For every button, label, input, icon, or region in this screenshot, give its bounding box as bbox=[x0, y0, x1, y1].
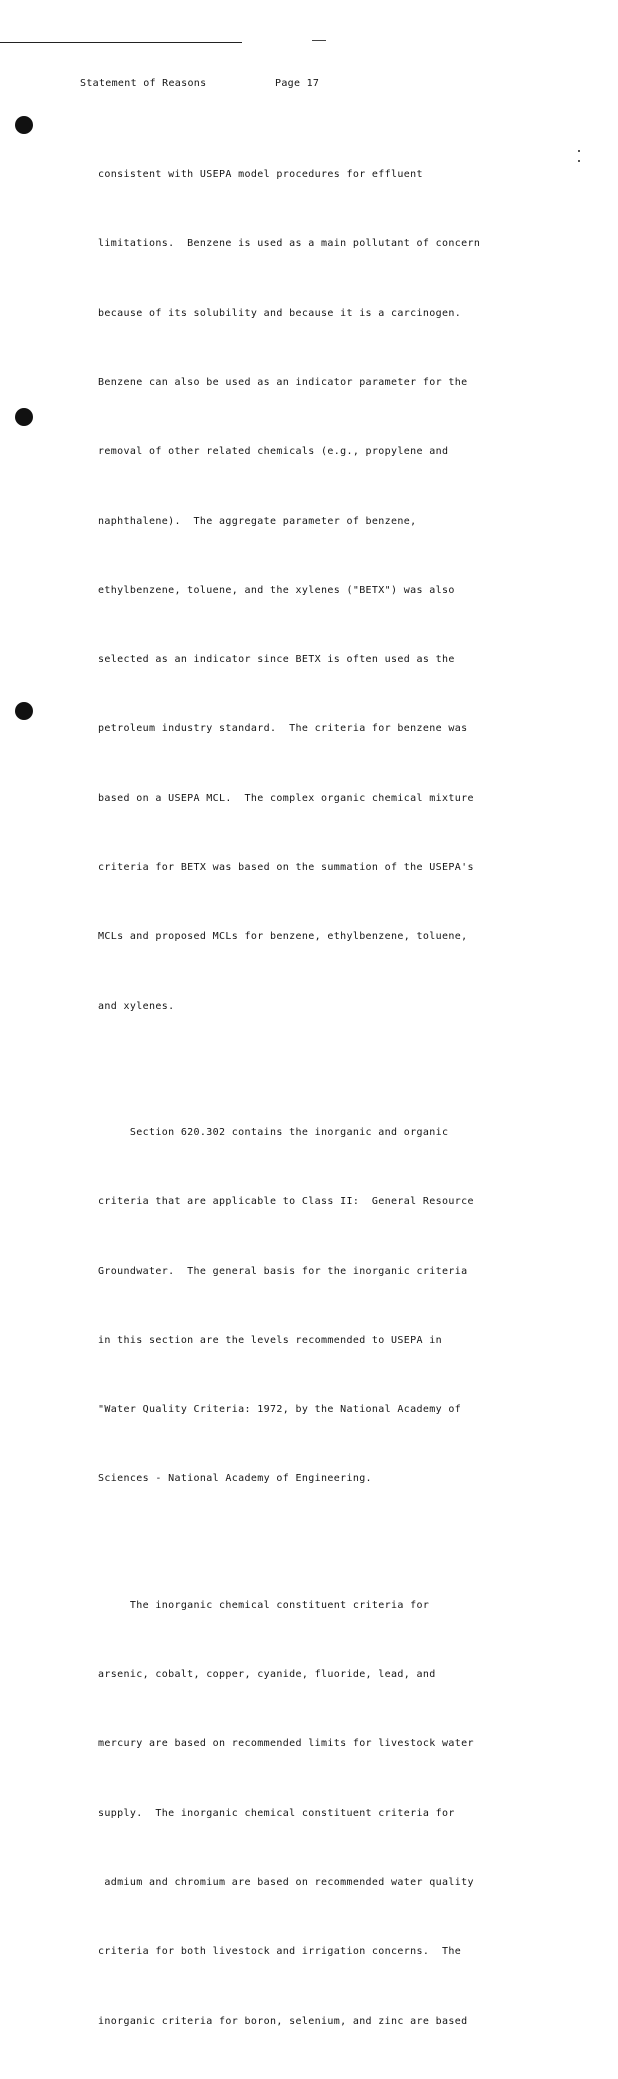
punch-hole-top bbox=[15, 116, 33, 134]
paragraph-2 bbox=[98, 1075, 510, 1537]
text-line: naphthalene). The aggregate parameter of benzene, bbox=[98, 515, 417, 527]
text-line: Groundwater. The general basis for the inorganic criteria bbox=[98, 1265, 468, 1277]
text-line: limitations. Benzene is used as a main pollutant of concern bbox=[98, 238, 481, 250]
body-text bbox=[98, 117, 510, 2079]
text-line: "Water Quality Criteria: 1972, by the National Academy of bbox=[98, 1404, 462, 1416]
text-line: criteria for both livestock and irrigation concerns. The bbox=[98, 1946, 462, 1958]
text-line: Benzene can also be used as an indicator parameter for the bbox=[98, 377, 468, 389]
text-line: in this section are the levels recommended to USEPA in bbox=[98, 1334, 443, 1346]
text-line: arsenic, cobalt, copper, cyanide, fluoride, lead, and bbox=[98, 1669, 436, 1681]
text-line: supply. The inorganic chemical constituent criteria for bbox=[98, 1807, 455, 1819]
text-line: ethylbenzene, toluene, and the xylenes ("BETX") was also bbox=[98, 584, 455, 596]
text-line: inorganic criteria for boron, selenium, and zinc are based bbox=[98, 2015, 468, 2027]
top-mark bbox=[312, 40, 326, 41]
paragraph-1 bbox=[98, 117, 510, 1064]
text-line: Section 620.302 contains the inorganic and organic bbox=[98, 1127, 449, 1139]
text-line: admium and chromium are based on recommended water quality bbox=[98, 1877, 474, 1889]
text-line: petroleum industry standard. The criteria for benzene was bbox=[98, 723, 468, 735]
text-line: selected as an indicator since BETX is often used as the bbox=[98, 654, 455, 666]
top-rule bbox=[0, 42, 242, 43]
paragraph-gap bbox=[98, 1064, 510, 1075]
text-line: removal of other related chemicals (e.g., propylene and bbox=[98, 446, 449, 458]
text-line: The inorganic chemical constituent criteria for bbox=[98, 1599, 430, 1611]
text-line: mercury are based on recommended limits for livestock water bbox=[98, 1738, 474, 1750]
punch-hole-bottom bbox=[15, 702, 33, 720]
text-line: Sciences - National Academy of Engineering. bbox=[98, 1473, 372, 1485]
text-line: because of its solubility and because it is a carcinogen. bbox=[98, 307, 462, 319]
paragraph-gap bbox=[98, 1537, 510, 1548]
paragraph-3 bbox=[98, 1548, 510, 2079]
margin-speck bbox=[578, 160, 580, 162]
text-line: and xylenes. bbox=[98, 1000, 175, 1012]
margin-speck bbox=[578, 150, 580, 152]
text-line: criteria for BETX was based on the summation of the USEPA's bbox=[98, 862, 474, 873]
text-line: consistent with USEPA model procedures for effluent bbox=[98, 169, 423, 181]
header-title: Statement of Reasons bbox=[80, 78, 207, 89]
text-line: based on a USEPA MCL. The complex organic chemical mixture bbox=[98, 792, 474, 804]
text-line: criteria that are applicable to Class II: General Resource bbox=[98, 1196, 474, 1208]
header-page-number: Page 17 bbox=[275, 78, 320, 89]
text-line: MCLs and proposed MCLs for benzene, ethylbenzene, toluene, bbox=[98, 931, 468, 943]
punch-hole-middle bbox=[15, 408, 33, 426]
